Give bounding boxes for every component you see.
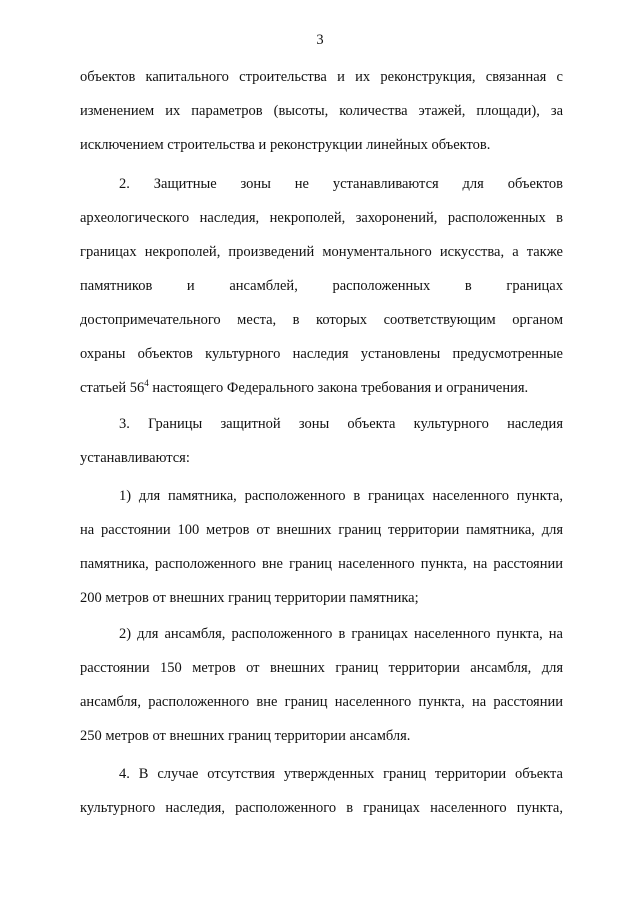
text-line: 2) для ансамбля, расположенного в границах населенного пункта, на [119,626,563,642]
text-line: достопримечательного места, в которых соответствующим органом [80,312,563,328]
text-line [80,380,563,397]
text-line: 1) для памятника, расположенного в границах населенного пункта, [119,488,563,504]
text-line: охраны объектов культурного наследия установлены предусмотренные [80,346,563,362]
text-line: памятника, расположенного вне границ населенного пункта, на расстоянии [80,556,563,572]
text-line: расстоянии 150 метров от внешних границ территории ансамбля, для [80,660,563,676]
text-line: культурного наследия, расположенного в границах населенного пункта, [80,800,563,816]
text-line: 200 метров от внешних границ территории памятника; [80,590,419,606]
text-line: 3. Границы защитной зоны объекта культурного наследия [119,416,563,432]
text-line: на расстоянии 100 метров от внешних границ территории памятника, для [80,522,563,538]
text-line: археологического наследия, некрополей, захоронений, расположенных в [80,210,563,226]
text-line: 250 метров от внешних границ территории ансамбля. [80,728,411,744]
text-line: устанавливаются: [80,450,190,466]
text-line: границах некрополей, произведений монументального искусства, а также [80,244,563,260]
article-superscript: 4 [144,378,149,389]
text-line: исключением строительства и реконструкции линейных объектов. [80,137,491,153]
statute-text-cont: настоящего Федерального закона требования и ограничения. [148,380,529,396]
text-line: 2. Защитные зоны не устанавливаются для объектов [119,176,563,192]
text-line: 4. В случае отсутствия утвержденных границ территории объекта [119,766,563,782]
text-line: объектов капитального строительства и их реконструкция, связанная с [80,69,563,85]
text-line: изменением их параметров (высоты, количества этажей, площади), за [80,103,563,119]
text-line: ансамбля, расположенного вне границ населенного пункта, на расстоянии [80,694,563,710]
statute-text: статьей 56 [80,380,145,396]
text-line: памятников и ансамблей, расположенных в границах [80,278,563,294]
page-number: 3 [316,32,324,48]
